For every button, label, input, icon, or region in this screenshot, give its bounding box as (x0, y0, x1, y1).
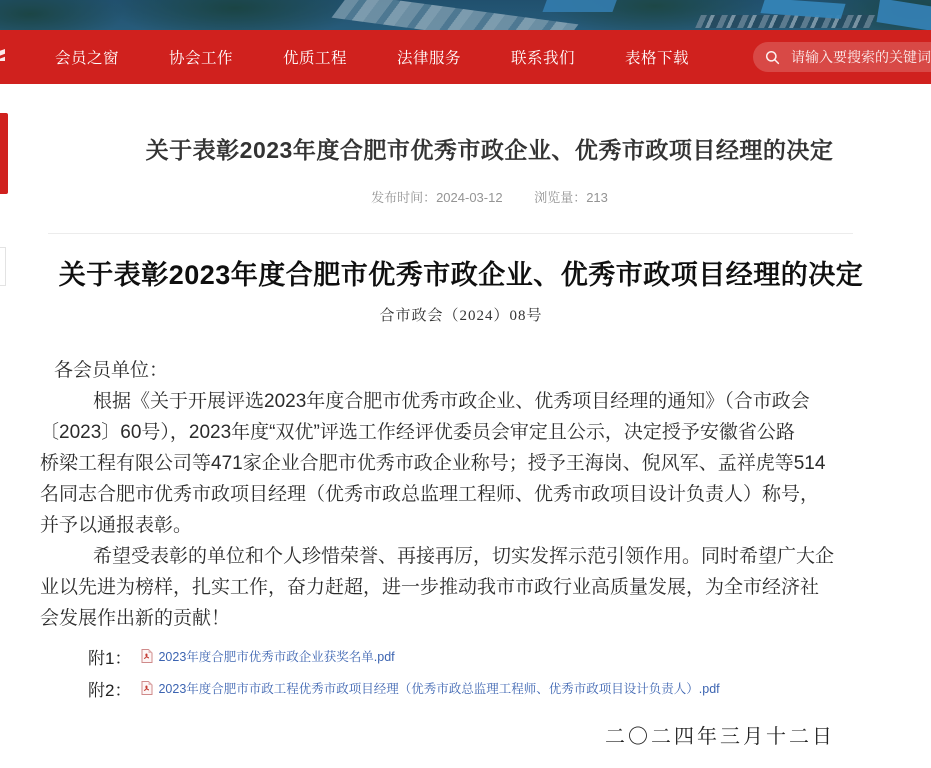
paragraph-1-line: 桥梁工程有限公司等471家企业合肥市优秀市政企业称号；授予王海岗、倪风军、孟祥虎等514 (40, 453, 826, 474)
signoff-date: 二〇二四年三月十二日 (605, 726, 835, 748)
document-body (40, 355, 882, 634)
view-count: 浏览量：213 (534, 190, 608, 205)
paragraphs-container (40, 386, 882, 634)
attachment-row-1 (40, 640, 882, 672)
nav-item-2[interactable]: 协会工作 (169, 50, 234, 67)
nav-item-4[interactable]: 法律服务 (397, 50, 462, 67)
attachments-list (40, 640, 882, 704)
nav-item-6[interactable]: 表格下载 (625, 50, 690, 67)
search-input[interactable] (789, 48, 931, 66)
document-article (40, 253, 882, 749)
pdf-file-icon (141, 649, 153, 663)
attachment-label: 附2： (88, 680, 132, 700)
left-floating-red-bar[interactable] (0, 113, 8, 194)
header-photo-banner (0, 0, 931, 30)
document-title: 关于表彰2023年度合肥市优秀市政企业、优秀市政项目经理的决定 (58, 260, 864, 290)
document-number: 合市政会（2024）08号 (379, 308, 543, 324)
paragraph-1-line: 并予以通报表彰。 (40, 515, 193, 536)
pdf-file-icon (141, 681, 153, 695)
nav-item-3[interactable]: 优质工程 (283, 50, 348, 67)
paragraph-1-line: 根据《关于开展评选2023年度合肥市优秀市政企业、优秀项目经理的通知》（合市政会 (93, 391, 810, 412)
nav-item-5[interactable]: 联系我们 (511, 50, 576, 67)
paragraph-2-line: 会发展作出新的贡献！ (40, 608, 231, 629)
search-icon (765, 50, 780, 65)
header-divider (48, 233, 853, 234)
paragraph-2-line: 业以先进为榜样，扎实工作，奋力赶超，进一步推动我市市政行业高质量发展，为全市经济社 (40, 577, 820, 598)
paragraph-1-line: 名同志合肥市优秀市政项目经理（优秀市政总监理工程师、优秀市政项目设计负责人）称号， (40, 484, 820, 505)
nav-menu (55, 46, 739, 68)
attachment-label: 附1： (88, 648, 132, 668)
salutation: 各会员单位： (54, 360, 169, 381)
page-title: 关于表彰2023年度合肥市优秀市政企业、优秀市政项目经理的决定 (145, 137, 834, 163)
search-box[interactable] (753, 42, 931, 72)
left-floating-widget[interactable] (0, 247, 6, 286)
cutoff-nav-item-fragment (0, 49, 5, 61)
paragraph-2-line: 希望受表彰的单位和个人珍惜荣誉、再接再厉，切实发挥示范引领作用。同时希望广大企 (93, 546, 835, 567)
article-meta (48, 187, 931, 206)
attachment-link[interactable]: 2023年度合肥市优秀市政企业获奖名单.pdf (158, 650, 395, 664)
attachment-row-2 (40, 672, 882, 704)
page-header (0, 84, 931, 234)
attachment-link[interactable]: 2023年度合肥市市政工程优秀市政项目经理（优秀市政总监理工程师、优秀市政项目设计负责人）.pdf (158, 682, 720, 696)
paragraph-1-line: 〔2023〕60号），2023年度“双优”评选工作经评优委员会审定且公示，决定授予安徽省公路 (40, 422, 795, 443)
publish-time: 发布时间：2024-03-12 (371, 190, 503, 205)
main-navbar (0, 30, 931, 84)
banner-blue-tint-overlay (0, 0, 931, 30)
nav-item-1[interactable]: 会员之窗 (55, 50, 120, 67)
